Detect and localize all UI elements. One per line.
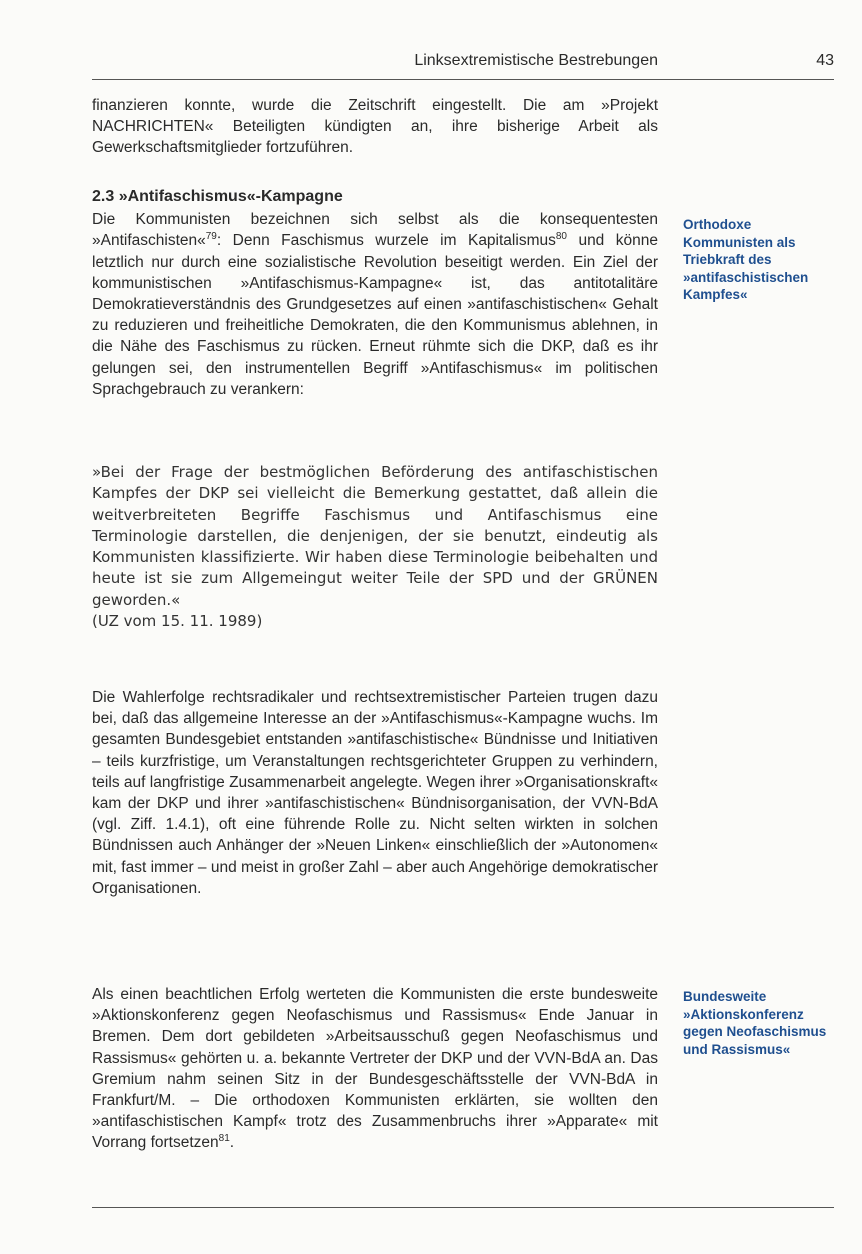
paragraph-3	[92, 984, 658, 1154]
page-header	[92, 50, 834, 72]
quote-source: (UZ vom 15. 11. 1989)	[92, 612, 263, 631]
paragraph-3-text-a: Als einen beachtlichen Erfolg werteten die Kommunisten die erste bundesweite »Aktionskonferenz gegen Neofaschismus und Rassismus« Ende Januar in Bremen. Dem dort gebildeten »Arbeitsausschuß gegen Neofaschismus und Rassismus« gehörten u. a. bekannte Vertreter der DKP und der VVN-BdA an. Das Gremium nahm seinen Sitz in der Bundesgeschäftsstelle der VVN-BdA in Frankfurt/M. – Die orthodoxen Kommunisten erklärten, sie wollten den »antifaschistischen Kampf« trotz des Zusammenbruchs ihrer »Apparate« mit Vorrang fortsetzen	[92, 986, 658, 1152]
section-heading: 2.3 »Antifaschismus«-Kampagne	[92, 188, 343, 205]
running-title: Linksextremistische Bestrebungen	[414, 52, 658, 69]
footnote-ref-79: 79	[205, 231, 217, 243]
paragraph-3-text-b: .	[229, 1134, 235, 1152]
footer-rule	[92, 1207, 834, 1208]
paragraph-2	[92, 687, 658, 899]
footnote-ref-81: 81	[218, 1133, 230, 1145]
intro-text: finanzieren konnte, wurde die Zeitschrift eingestellt. Die am »Projekt NACHRICHTEN« Beteiligten kündigten an, ihre bisherige Arbeit als Gewerkschaftsmitglieder fortzuführen.	[92, 97, 658, 157]
quote-block	[92, 462, 658, 632]
paragraph-1-text-a: Die Kommunisten bezeichnen sich selbst als die konsequentesten »Antifaschisten«	[92, 211, 658, 250]
paragraph-1-text-b: : Denn Faschismus wurzele im Kapitalismus	[216, 232, 556, 250]
paragraph-2-text: Die Wahlerfolge rechtsradikaler und rechtsextremistischer Parteien trugen dazu bei, daß das allgemeine Interesse an der »Antifaschismus«-Kampagne wuchs. Im gesamten Bundesgebiet entstanden »antifaschistische« Bündnisse und Initiativen – teils kurzfristige, um Veranstaltungen rechtsgerichteter Gruppen zu verhindern, teils auf langfristige Zusammenarbeit angelegte. Wegen ihrer »Organisationskraft« kam der DKP und ihrer »antifaschistischen« Bündnisorganisation, der VVN-BdA (vgl. Ziff. 1.4.1), oft eine führende Rolle zu. Nicht selten wirkten in solchen Bündnissen auch Anhänger der »Neuen Linken« einschließlich der »Autonomen« mit, fast immer – und meist in großer Zahl – aber auch Angehörige demokratischer Organisationen.	[92, 689, 659, 897]
footnote-ref-80: 80	[555, 231, 567, 243]
section-2-3	[92, 186, 658, 400]
intro-paragraph	[92, 95, 658, 159]
quote-text: »Bei der Frage der bestmöglichen Beförderung des antifaschistischen Kampfes der DKP sei vielleicht die Bemerkung gestattet, daß allein die weitverbreiteten Begriffe Faschismus und Antifaschismus eine Terminologie darstellen, die denjenigen, der sie benutzt, eindeutig als Kommunisten klassifizierte. Wir haben diese Terminologie beibehalten und heute ist sie zum Allgemeingut weiter Teile der SPD und der GRÜNEN geworden.«	[92, 463, 658, 609]
margin-note-2: Bundesweite »Aktionskonferenz gegen Neofaschismus und Rassismus«	[683, 989, 827, 1057]
margin-note-1: Orthodoxe Kommunisten als Triebkraft des »antifaschistischen Kampfes«	[683, 217, 809, 302]
header-rule	[92, 79, 834, 80]
paragraph-1	[92, 209, 658, 400]
paragraph-1-text-c: und könne letztlich nur durch eine sozialistische Revolution beseitigt werden. Ein Ziel der kommunistischen »Antifaschismus-Kampagne« ist, das antitotalitäre Demokratieverständnis des Grundgesetzes auf einen »antifaschistischen« Gehalt zu reduzieren und freiheitliche Demokraten, die den Kommunismus ablehnen, in die Nähe des Faschismus zu rücken. Erneut rühmte sich die DKP, daß es ihr gelungen sei, den instrumentellen Begriff »Antifaschismus« im politischen Sprachgebrauch zu verankern:	[92, 232, 658, 398]
page-number: 43	[816, 52, 834, 69]
